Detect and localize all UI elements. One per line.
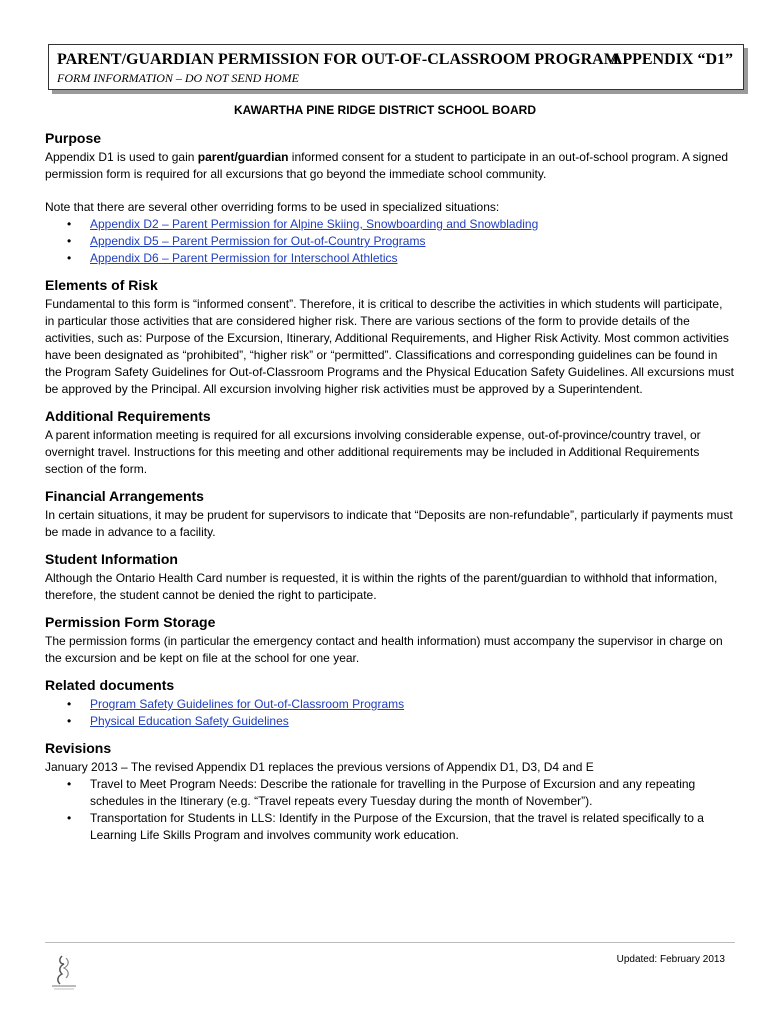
appendix-label: APPENDIX “D1”	[610, 51, 733, 68]
list-item	[45, 250, 735, 267]
related-heading: Related documents	[45, 677, 175, 693]
overriding-forms-list	[45, 216, 735, 267]
footer-divider	[45, 942, 735, 943]
bullet: •	[67, 697, 72, 711]
form-title: PARENT/GUARDIAN PERMISSION FOR OUT-OF-CLASSROOM PROGRAM	[57, 51, 619, 68]
financial-heading: Financial Arrangements	[45, 488, 204, 504]
purpose-text-end: informed consent for a student to participate in an out-of-school program. A signed permission form is required for all excursions that go beyond the immediate school community.	[45, 150, 729, 181]
link-physical-education-guidelines[interactable]: Physical Education Safety Guidelines	[90, 714, 289, 728]
related-documents-list	[45, 696, 735, 730]
revisions-intro: January 2013 – The revised Appendix D1 replaces the previous versions of Appendix D1, D3, D4 and E	[45, 760, 594, 774]
updated-date: Updated: February 2013	[616, 954, 725, 965]
section-student	[45, 551, 735, 604]
bullet: •	[67, 217, 72, 231]
revisions-heading: Revisions	[45, 740, 112, 756]
purpose-text-start: Appendix D1 is used to gain	[45, 150, 198, 164]
purpose-text	[45, 149, 735, 183]
bullet: •	[67, 714, 72, 728]
bullet: •	[67, 777, 72, 791]
list-item	[45, 696, 735, 713]
section-additional	[45, 408, 735, 478]
financial-text: In certain situations, it may be prudent for supervisors to indicate that “Deposits are non-refundable”, particularly if payments must be made in advance to a facility.	[45, 508, 733, 539]
section-purpose	[45, 130, 735, 267]
list-item	[45, 810, 735, 844]
list-item	[45, 216, 735, 233]
additional-text: A parent information meeting is required for all excursions involving considerable expense, out-of-province/country travel, or overnight travel. Instructions for this meeting and other additional requirements may be included in Additional Requirements section of the form.	[45, 428, 701, 476]
list-item	[45, 713, 735, 730]
form-subtitle: FORM INFORMATION – DO NOT SEND HOME	[57, 71, 299, 85]
section-financial	[45, 488, 735, 541]
additional-heading: Additional Requirements	[45, 408, 211, 424]
risk-text: Fundamental to this form is “informed consent”. Therefore, it is critical to describe the activities in which students will participate, in particular those activities that are considered higher risk. There are various sections of the form to provide details of the activities, such as: Purpose of the Excursion, Itinerary, Additional Requirements, and Higher Risk Activity. Most common activities have been designated as “prohibited”, “higher risk” or “permitted”. Classifications and corresponding guidelines can be found in the Program Safety Guidelines for Out-of-Classroom Programs and the Physical Education Safety Guidelines. All excursions must be approved by the Principal. All excursion involving higher risk activities must be approved by a Superintendent.	[45, 297, 734, 396]
link-program-safety-guidelines[interactable]: Program Safety Guidelines for Out-of-Classroom Programs	[90, 697, 405, 711]
revisions-list	[45, 776, 735, 844]
storage-text: The permission forms (in particular the emergency contact and health information) must accompany the supervisor in charge on the excursion and be kept on file at the school for one year.	[45, 634, 723, 665]
purpose-heading: Purpose	[45, 130, 102, 146]
bullet: •	[67, 811, 72, 825]
school-board-logo-icon	[44, 952, 84, 994]
section-revisions	[45, 740, 735, 844]
student-heading: Student Information	[45, 551, 178, 567]
link-appendix-d2[interactable]: Appendix D2 – Parent Permission for Alpine Skiing, Snowboarding and Snowblading	[90, 217, 539, 231]
board-name: KAWARTHA PINE RIDGE DISTRICT SCHOOL BOARD	[233, 103, 536, 117]
link-appendix-d6[interactable]: Appendix D6 – Parent Permission for Interschool Athletics	[90, 251, 398, 265]
risk-heading: Elements of Risk	[45, 277, 158, 293]
section-related	[45, 677, 735, 730]
storage-heading: Permission Form Storage	[45, 614, 216, 630]
purpose-note: Note that there are several other overriding forms to be used in specialized situations:	[45, 200, 500, 214]
bullet: •	[67, 251, 72, 265]
document-body	[45, 130, 735, 854]
section-storage	[45, 614, 735, 667]
bullet: •	[67, 234, 72, 248]
list-item	[45, 233, 735, 250]
section-risk	[45, 277, 735, 398]
document-header	[48, 44, 744, 90]
link-appendix-d5[interactable]: Appendix D5 – Parent Permission for Out-of-Country Programs	[90, 234, 426, 248]
revision-item-text: Travel to Meet Program Needs: Describe the rationale for travelling in the Purpose of Excursion and any repeating schedules in the Itinerary (e.g. “Travel repeats every Tuesday during the month of November”).	[90, 777, 696, 808]
purpose-text-bold: parent/guardian	[197, 150, 289, 164]
student-text: Although the Ontario Health Card number is requested, it is within the rights of the parent/guardian to withhold that information, therefore, the student cannot be denied the right to participate.	[45, 571, 718, 602]
list-item	[45, 776, 735, 810]
revision-item-text: Transportation for Students in LLS: Identify in the Purpose of the Excursion, that the travel is related specifically to a Learning Life Skills Program and involves community work education.	[90, 811, 704, 842]
